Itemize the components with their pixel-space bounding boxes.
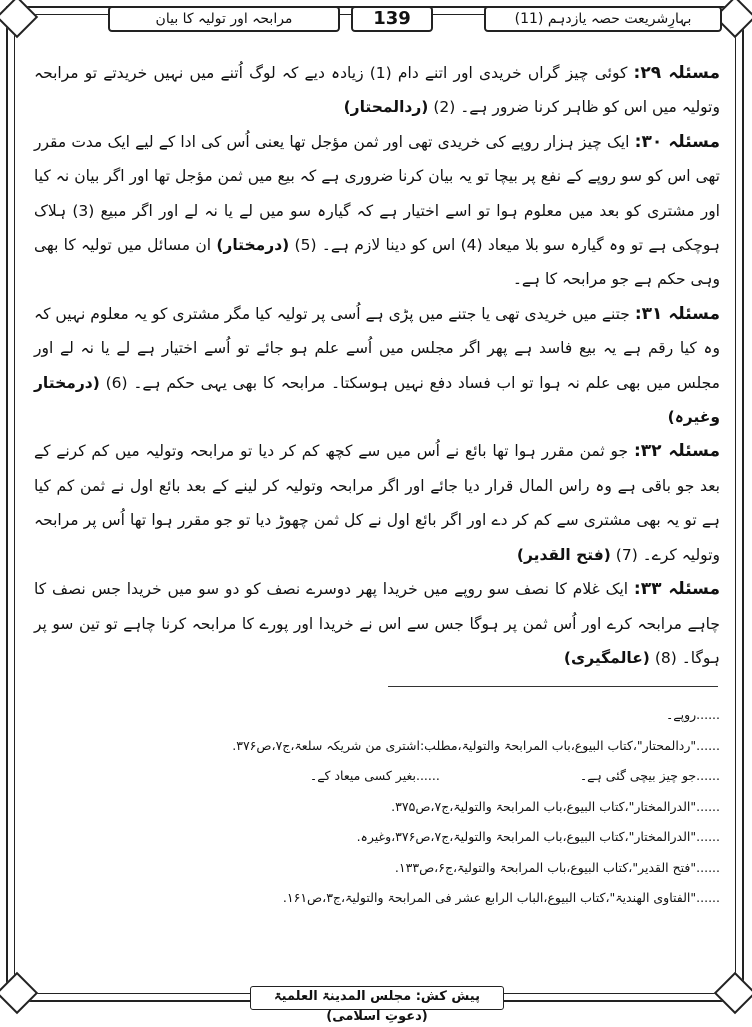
masala-body: ایک چیز ہزار روپے کی خریدی تھی اور ثمن مؤجل تھا یعنی اُس کی ادا کے لیے ایک مدت مقرر تھی اس کو سو روپے کے نفع پر بیچا تو یہ بیان کرنا ضروری ہے کہ بیع میں ثمن مؤجل تھا اور اگر بیان نہ کیا اور مشتری کو بعد میں معلوم ہوا تو اسے اختیار ہے کہ گیارہ سو میں لے یا نہ لے اور اگر مبیع (3) ہلاک ہوچکی ہے تو وہ گیارہ سو بلا میعاد (4) اس کو دینا لازم ہے۔ (5) [34, 132, 720, 255]
masala-29 [34, 56, 720, 125]
footnotes [36, 700, 720, 914]
footnote-6: ......"الدرالمختار"،کتاب البیوع،باب المرابحۃ والتولیۃ،ج۷،ص۳۷۶،وغیرہ. [356, 829, 720, 844]
masala-31 [34, 297, 720, 435]
masala-body: ایک غلام کا نصف سو روپے میں خریدا پھر دوسرے نصف کو دو سو میں خریدا جس نصف کا چاہے مرابحہ کرے اور اُس ثمن پر ہوگا جس سے اس نے خریدا اور پورے کا مرابحہ کرنا چاہے تو تین سو پر ہوگا۔ (8) [34, 580, 720, 667]
masala-label: مسئلہ ۲۹: [633, 63, 720, 83]
reference: (درمختار وغیرہ) [34, 373, 720, 427]
footer-org: مجلس المدینۃ العلمیۃ [274, 989, 412, 1004]
footer-prefix: پیش کش: [415, 989, 480, 1004]
book-title: بہارِشریعت حصہ یازدہم (11) [484, 6, 722, 32]
footnote-3-4 [36, 761, 720, 792]
masala-body: جو ثمن مقرر ہوا تھا بائع نے اُس میں سے کچھ کم کر دیا تو مرابحہ وتولیہ میں کم کرنے کے بعد جو باقی ہے وہ راس المال قرار دیا جائے اور اگر مرابحہ وتولیہ کر لینے کے بعد بائع اول نے ثمن کم کیا ہے تو یہ بھی مشتری سے کم کر دے اور اگر بائع اول نے کل ثمن چھوڑ دیا تو جو مقرر ہوا تھا اُس پر مرابحہ وتولیہ کرے۔ (7) [34, 442, 720, 564]
page-header [20, 6, 732, 36]
reference: (ردالمحتار) [343, 98, 429, 117]
main-text [34, 56, 720, 675]
masala-32 [34, 434, 720, 572]
footnote-7: ......"فتح القدیر"،کتاب البیوع،باب المرابحۃ والتولیۃ،ج۶،ص۱۳۳. [394, 859, 720, 875]
masala-label: مسئلہ ۳۰: [634, 131, 721, 152]
page-number: 139 [351, 6, 433, 32]
footnote-divider [388, 686, 718, 687]
masala-tail: ان مسائل میں تولیہ کا بھی وہی حکم ہے جو مرابحہ کا ہے۔ [34, 236, 720, 289]
footnote-5: ......"الدرالمختار"،کتاب البیوع،باب المرابحۃ والتولیۃ،ج۷،ص۳۷۵. [391, 798, 720, 814]
masala-label: مسئلہ ۳۳: [633, 579, 720, 600]
footnote-3: ......جو چیز بیچی گئی ہے۔ [579, 768, 720, 783]
masala-body: جتنے میں خریدی تھی یا جتنے میں پڑی ہے اُسی پر تولیہ کیا مگر مشتری کو یہ معلوم نہیں کہ وہ کیا رقم ہے یہ بیع فاسد ہے پھر اگر مجلس میں اُسے علم ہو جائے تو اُسے اختیار ہے لے یا نہ لے اور مجلس میں بھی علم نہ ہوا تو اب فساد دفع نہیں ہوسکتا۔ مرابحہ کا بھی یہی حکم ہے۔ (6) [34, 304, 720, 392]
reference: (عالمگیری) [563, 648, 650, 667]
footnote-1: ......روپے۔ [665, 707, 720, 722]
masala-33 [34, 572, 720, 675]
masala-body: کوئی چیز گراں خریدی اور اتنے دام (1) زیادہ دیے کہ لوگ اُتنے میں نہیں خریدتے تو مرابحہ وتولیہ میں اس کو ظاہر کرنا ضرور ہے۔ (2) [34, 64, 720, 117]
page-footer [250, 986, 504, 1024]
footer-suffix: (دعوتِ اسلامی) [326, 1009, 428, 1024]
footnote-8: ......"الفتاوی الهندیۃ"،کتاب البیوع،الباب الرابع عشر فی المرابحۃ والتولیۃ،ج۳،ص۱۶۱. [282, 890, 720, 905]
masala-label: مسئلہ ۳۱: [634, 303, 720, 324]
masala-label: مسئلہ ۳۲: [633, 441, 720, 462]
chapter-title: مرابحہ اور تولیہ کا بیان [108, 6, 340, 32]
footnote-2: ......"ردالمحتار"،کتاب البیوع،باب المرابحۃ والتولیۃ،مطلب:اشتری من شریکہ سلعۃ،ج۷،ص۳۷۶. [232, 737, 720, 753]
footnote-4: ......بغیر کسی میعاد کے۔ [309, 768, 440, 783]
reference: (فتح القدیر) [516, 545, 611, 564]
masala-30 [34, 125, 720, 297]
reference: (درمختار) [216, 236, 290, 255]
